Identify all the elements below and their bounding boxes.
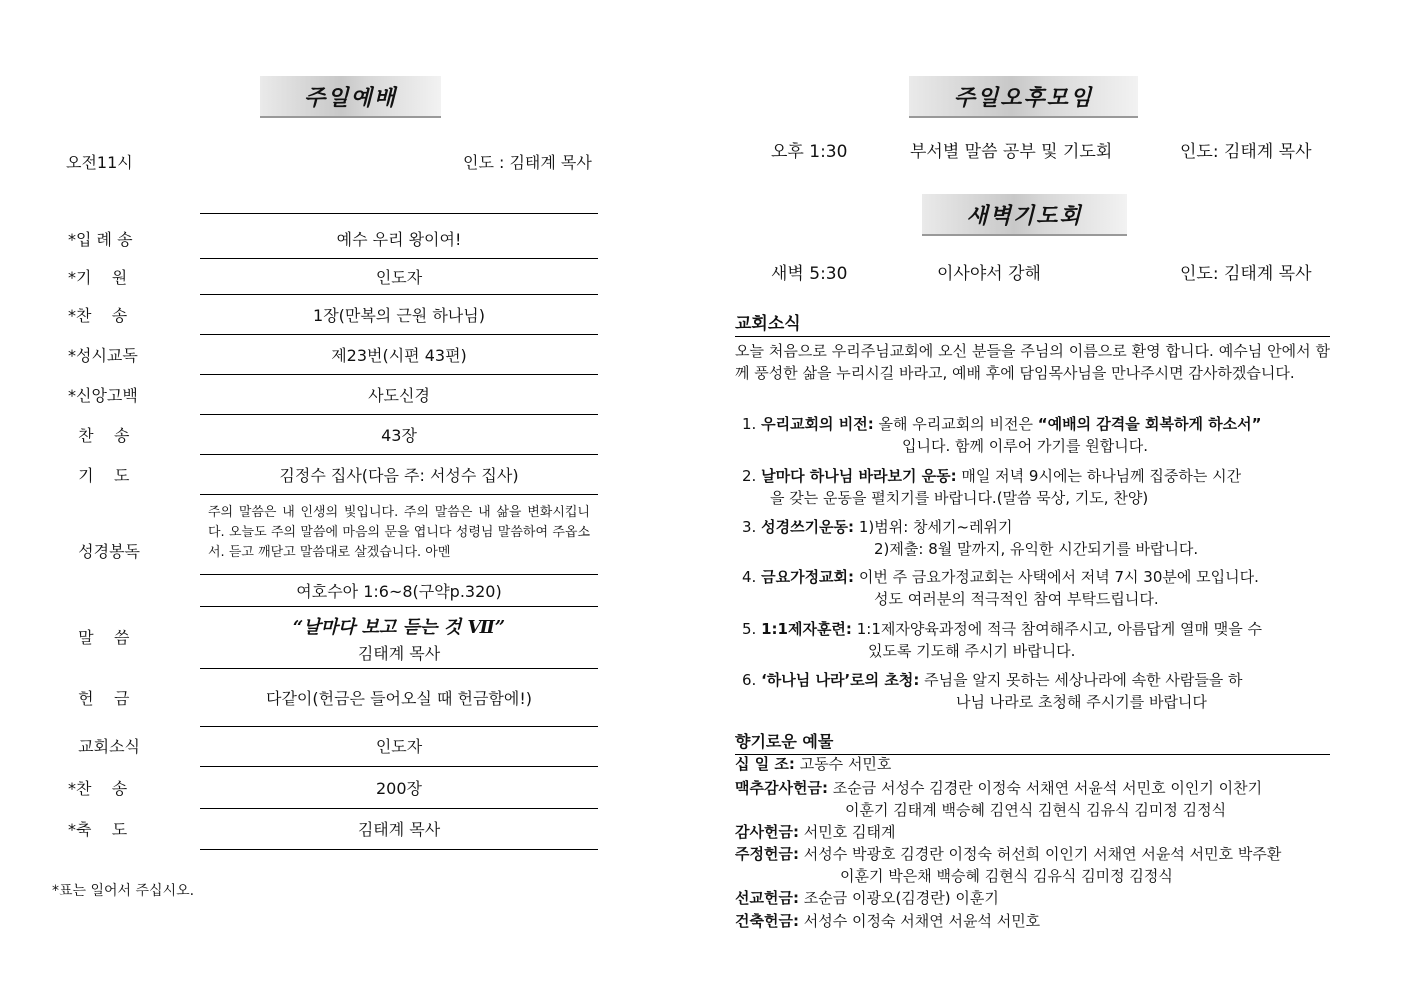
table-rule [200,849,598,850]
standing-footnote: *표는 일어서 주십시오. [52,883,195,899]
news-item-number: 1. [742,415,757,433]
news-item [742,566,1330,610]
news-item-text: 올해 우리교회의 비전은 [878,415,1038,433]
order-label: 찬 송 [68,425,130,445]
dawn-leader: 인도: 김태계 목사 [1180,264,1312,284]
scripture-reference: 여호수아 1:6~8(구약p.320) [296,581,502,601]
offering-names: 조순금 이광오(김경란) 이훈기 [803,889,999,907]
worship-time: 오전11시 [66,153,133,172]
table-rule [200,213,598,214]
table-rule [200,414,598,415]
offering-line [735,753,891,775]
order-content: 제23번(시편 43편) [331,345,467,365]
table-rule [200,668,598,669]
worship-title [260,76,441,118]
table-rule [200,454,598,455]
sermon-title: “날마다 보고 듣는 것 Ⅶ” [292,617,506,638]
table-rule [200,374,598,375]
offering-section-title: 향기로운 예물 [735,729,1330,755]
offering-line [735,843,1281,865]
offering-type: 주정헌금: [735,845,799,863]
order-label: 교회소식 [68,736,140,756]
table-rule [200,574,598,575]
offering-type: 감사헌금: [735,823,799,841]
afternoon-desc: 부서별 말씀 공부 및 기도회 [910,142,1113,162]
order-content: 예수 우리 왕이여! [336,229,462,249]
order-content: 200장 [376,778,422,798]
table-rule [200,334,598,335]
news-item-head: 금요가정교회: [761,568,855,586]
order-label: *성시교독 [68,345,138,365]
order-label: *축 도 [68,819,128,839]
table-rule [200,606,598,607]
news-item-head: 1:1제자훈련: [761,620,852,638]
offering-line [735,887,999,909]
worship-leader: 인도 : 김태계 목사 [463,153,592,172]
scripture-prayer: 주의 말씀은 내 인생의 빛입니다. 주의 말씀은 내 삶을 변화시킵니다. 오늘도 주의 말씀에 마음의 문을 엽니다 성령님 말씀하여 주옵소서. 듣고 깨닫고 말씀대로 살겠습니다. 아멘 [208,505,590,560]
table-rule [200,258,598,259]
offering-type: 건축헌금: [735,912,799,930]
order-label: 기 도 [68,465,130,485]
order-content: 1장(만복의 근원 하나님) [313,305,485,325]
news-item-number: 3. [742,518,757,536]
news-item-head: 성경쓰기운동: [761,518,855,536]
news-item-text2: 나님 나라로 초청해 주시기를 바랍니다 [956,693,1207,711]
order-label: 말 씀 [68,627,130,647]
offering-line [735,821,895,843]
offering-names-cont: 이훈기 박은채 백승혜 김현식 김유식 김미정 김정식 [840,867,1173,885]
table-rule [200,494,598,495]
table-rule [200,808,598,809]
order-content: 인도자 [375,736,423,756]
order-label: *찬 송 [68,305,128,325]
news-item-number: 4. [742,568,757,586]
order-label: *신앙고백 [68,385,138,405]
offering-names: 서성수 이정숙 서채연 서윤석 서민호 [803,912,1041,930]
sermon-preacher: 김태계 목사 [357,643,441,663]
offering-names: 서성수 박광호 김경란 이정숙 허선희 이인기 서채연 서윤석 서민호 박주환 [803,845,1282,863]
order-content: 43장 [381,425,417,445]
news-intro: 오늘 처음으로 우리주님교회에 오신 분들을 주님의 이름으로 환영 합니다. 예수님 안에서 함께 풍성한 삶을 누리시길 바라고, 예배 후에 담임목사님을 만나주시면 감사하겠습니다. [735,342,1330,382]
order-content: 다같이(헌금은 들어오실 때 헌금함에!) [266,688,532,708]
afternoon-leader: 인도: 김태계 목사 [1180,142,1312,162]
order-label: *입 례 송 [68,229,133,249]
offering-type: 십 일 조: [735,755,795,773]
order-content: 인도자 [375,267,423,287]
order-label: *찬 송 [68,778,128,798]
news-item-text: 1)범위: 창세기~레위기 [858,518,1013,536]
afternoon-title [909,76,1138,118]
news-item-emphasis: “예배의 감격을 회복하게 하소서” [1037,415,1262,433]
order-label: 성경봉독 [68,541,140,561]
news-item-text2: 을 갖는 운동을 펼치기를 바랍니다.(말씀 묵상, 기도, 찬양) [770,489,1149,507]
news-item-text2: 입니다. 함께 이루어 가기를 원합니다. [902,437,1148,455]
news-item-number: 5. [742,620,757,638]
offering-line [735,777,1262,799]
news-item-number: 2. [742,467,757,485]
news-item [742,413,1330,457]
worship-title-text: 주일예배 [303,85,397,111]
afternoon-time: 오후 1:30 [771,142,848,162]
news-item-text2: 2)제출: 8월 말까지, 유익한 시간되기를 바랍니다. [874,540,1199,558]
afternoon-title-text: 주일오후모임 [953,85,1094,111]
news-item [742,516,1330,560]
order-content: 김정수 집사(다음 주: 서성수 집사) [279,465,519,485]
offering-type: 선교헌금: [735,889,799,907]
table-rule [200,766,598,767]
offering-names: 서민호 김태계 [803,823,896,841]
news-item [742,618,1330,662]
news-item [742,669,1330,713]
offering-names: 조순금 서성수 김경란 이정숙 서채연 서윤석 서민호 이인기 이찬기 [832,779,1263,797]
order-content: 사도신경 [368,385,430,405]
table-rule [200,726,598,727]
news-item-text2: 성도 여러분의 적극적인 참여 부탁드립니다. [874,590,1159,608]
news-item [742,465,1330,509]
dawn-title-text: 새벽기도회 [966,203,1083,229]
dawn-time: 새벽 5:30 [771,264,848,284]
news-item-number: 6. [742,671,757,689]
news-item-head: ‘하나님 나라’로의 초청: [761,671,920,689]
offering-names: 고동수 서민호 [799,755,892,773]
dawn-desc: 이사야서 강해 [937,264,1041,284]
news-item-head: 우리교회의 비전: [761,415,874,433]
order-label: *기 원 [68,267,128,287]
offering-type: 맥추감사헌금: [735,779,828,797]
order-label: 헌 금 [68,688,130,708]
news-item-text: 이번 주 금요가정교회는 사택에서 저녁 7시 30분에 모입니다. [858,568,1259,586]
news-section-title: 교회소식 [735,309,1330,337]
news-item-text: 1:1제자양육과정에 적극 참여해주시고, 아름답게 열매 맺을 수 [856,620,1262,638]
offering-names-cont: 이훈기 김태계 백승혜 김연식 김현식 김유식 김미정 김정식 [845,801,1227,819]
news-item-text2: 있도록 기도해 주시기 바랍니다. [868,642,1076,660]
dawn-title [922,194,1127,236]
news-item-text: 매일 저녁 9시에는 하나님께 집중하는 시간 [961,467,1242,485]
order-content: 김태계 목사 [357,819,441,839]
offering-line [735,910,1040,932]
news-item-text: 주님을 알지 못하는 세상나라에 속한 사람들을 하 [924,671,1243,689]
table-rule [200,294,598,295]
news-item-head: 날마다 하나님 바라보기 운동: [761,467,957,485]
